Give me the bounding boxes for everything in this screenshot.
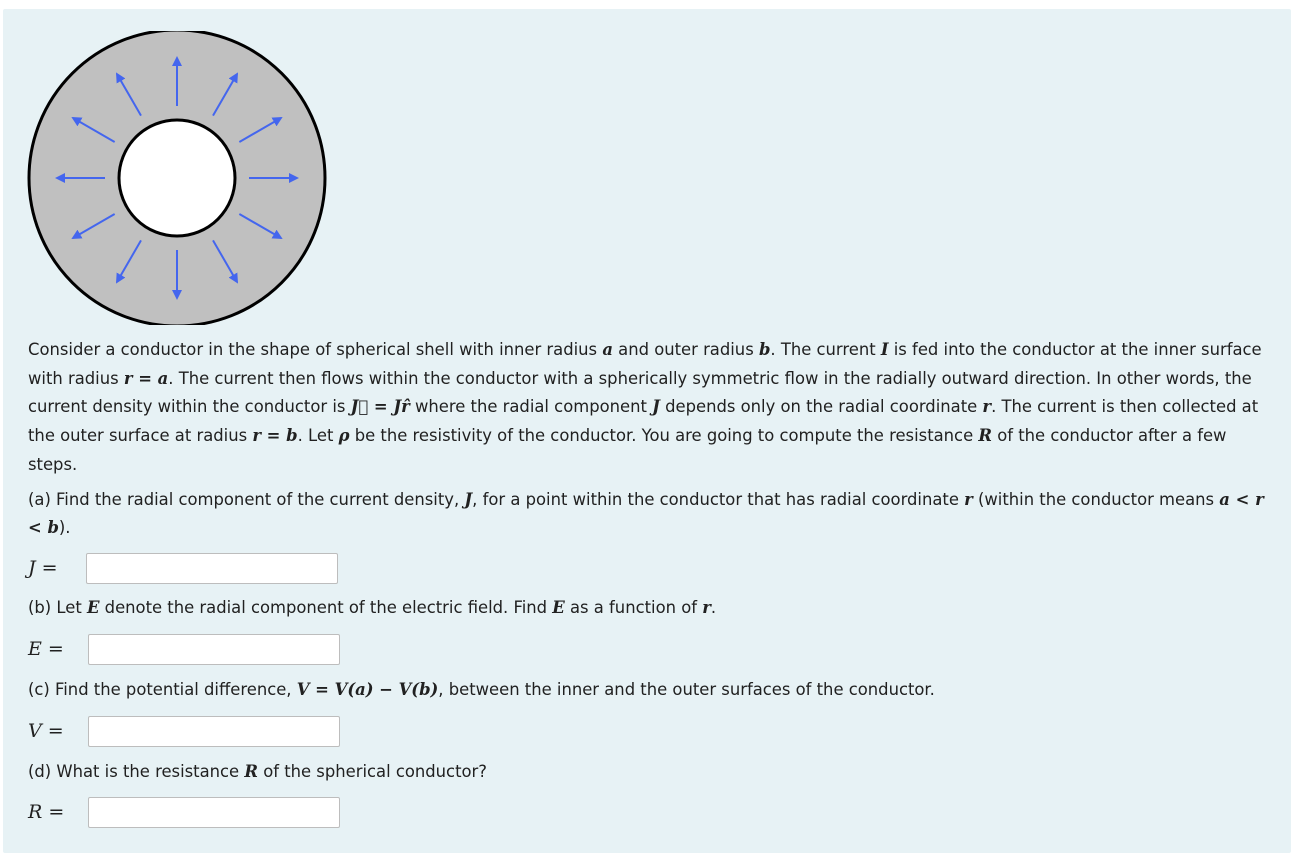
answer-label	[28, 720, 88, 742]
answer-row-d	[28, 795, 340, 829]
math-symbol: b	[758, 340, 771, 359]
answer-variable: R	[28, 801, 43, 823]
math-symbol: E	[86, 598, 100, 617]
text-fragment: of the conductor after a few steps.	[28, 426, 1227, 474]
math-symbol: J	[464, 490, 473, 509]
answer-row-c	[28, 714, 340, 748]
text-fragment: . Let	[297, 426, 339, 446]
text-fragment: , for a point within the conductor that has radial coordinate	[472, 490, 965, 509]
answer-label	[28, 638, 88, 660]
math-symbol: J	[652, 397, 660, 417]
answer-label	[28, 557, 86, 579]
text-fragment: and outer radius	[612, 340, 759, 359]
math-symbol: r	[964, 490, 973, 509]
math-symbol: a	[602, 340, 613, 359]
math-symbol: J⃗ = Jr̂	[350, 397, 410, 417]
equals-sign: =	[41, 557, 58, 579]
text-fragment: , between the inner and the outer surfaces of the conductor.	[438, 680, 935, 699]
text-fragment: . The current then flows within the conductor with a spherically symmetric flow in the radially outward direction. In other words, the current density within the conductor is	[28, 368, 1252, 417]
math-symbol: R	[244, 762, 258, 781]
answer-variable: V	[28, 720, 42, 742]
text-fragment: ).	[58, 518, 71, 537]
equals-sign: =	[47, 720, 64, 742]
text-fragment: .	[710, 598, 717, 617]
spherical-shell-diagram	[26, 31, 328, 325]
math-symbol: V = V(a) − V(b)	[296, 680, 439, 699]
text-fragment: where the radial component	[409, 397, 653, 417]
answer-input-e[interactable]	[88, 634, 340, 665]
question-c	[28, 676, 1268, 704]
math-symbol: E	[552, 598, 565, 617]
text-fragment: denote the radial component of the electric field. Find	[99, 598, 553, 617]
math-symbol: r	[702, 598, 711, 617]
question-d	[28, 758, 1268, 786]
math-symbol: R	[978, 426, 992, 446]
math-symbol: r = a	[123, 368, 169, 388]
answer-row-a	[28, 551, 338, 585]
math-symbol: ρ	[338, 426, 350, 446]
question-a	[28, 486, 1268, 542]
text-fragment: (within the conductor means	[972, 490, 1220, 509]
text-fragment: (b) Let	[28, 598, 87, 617]
answer-variable: E	[28, 638, 42, 660]
text-fragment: (a) Find the radial component of the current density,	[28, 490, 465, 509]
equals-sign: =	[48, 801, 65, 823]
answer-label	[28, 801, 88, 823]
answer-input-v[interactable]	[88, 716, 340, 747]
text-fragment: is fed into the conductor at the inner surface with radius	[28, 340, 1262, 388]
equals-sign: =	[47, 638, 64, 660]
problem-intro	[28, 336, 1268, 480]
problem-statement	[28, 336, 1268, 480]
math-symbol: a < r < b	[28, 490, 1264, 537]
answer-input-j[interactable]	[86, 553, 338, 584]
answer-variable: J	[28, 557, 36, 579]
text-fragment: as a function of	[564, 598, 703, 617]
math-symbol: I	[880, 340, 889, 359]
math-symbol: r = b	[252, 426, 298, 446]
text-fragment: . The current is then collected at the outer surface at radius	[28, 397, 1259, 446]
answer-row-b	[28, 632, 340, 666]
text-fragment: depends only on the radial coordinate	[659, 397, 983, 417]
text-fragment: be the resistivity of the conductor. You are going to compute the resistance	[349, 426, 979, 446]
text-fragment: . The current	[770, 340, 881, 359]
answer-input-r[interactable]	[88, 797, 340, 828]
text-fragment: (c) Find the potential difference,	[28, 680, 297, 699]
text-fragment: of the spherical conductor?	[257, 762, 487, 781]
text-fragment: Consider a conductor in the shape of spherical shell with inner radius	[28, 340, 603, 359]
text-fragment: (d) What is the resistance	[28, 762, 245, 781]
math-symbol: r	[982, 397, 992, 417]
inner-cavity	[119, 120, 235, 236]
question-b	[28, 594, 1268, 622]
